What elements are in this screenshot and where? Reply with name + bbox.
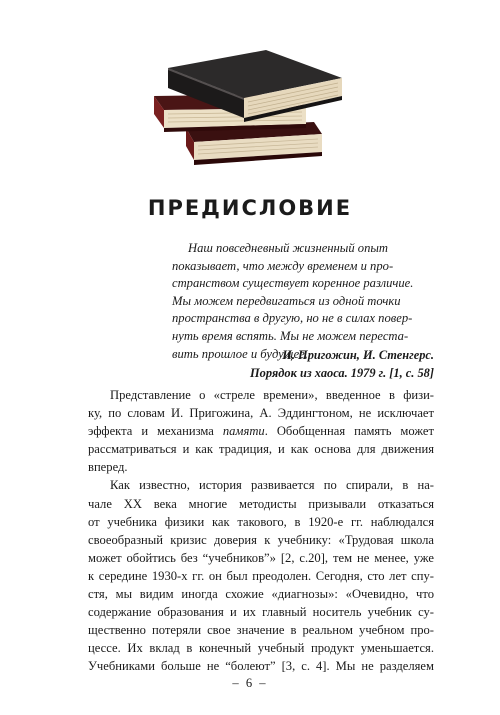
paragraph-line: цессе. Их вклад в конечный учебный продукт уменьшается. [88, 641, 434, 656]
paragraph-line: вперед. [88, 460, 128, 475]
paragraph-line: рассматриваться и как традиция, и как основа для движения [88, 442, 434, 457]
epigraph-line: нуть время вспять. Мы не можем переста- [172, 328, 409, 343]
epigraph-attribution [172, 347, 434, 382]
epigraph-quote [172, 240, 434, 363]
body-text [88, 386, 434, 676]
paragraph-line: щественно потеряли свое значение в реальном учебном про- [88, 623, 434, 638]
paragraph-line: может обойтись без “учебников”» [2, с.20], тем не менее, уже [88, 550, 434, 565]
paragraph-line: чале XX века многие методисты призывали отказаться [88, 496, 434, 511]
paragraph-line: Учебниками больше не “болеют” [3, с. 4]. Мы не разделяем [88, 659, 434, 674]
epigraph-line: показывает, что между временем и про- [172, 258, 394, 273]
paragraph-line: своеобразный кризис доверия к учебнику: «Трудовая школа [88, 532, 434, 547]
epigraph-line: Мы можем передвигаться из одной точки [172, 293, 401, 308]
page-number: – 6 – [232, 676, 268, 690]
paragraph-line: Как известно, история развивается по спирали, в на- [110, 478, 434, 493]
epigraph-line: пространства в другую, но не в силах повер- [172, 311, 413, 326]
book-stack-icon [146, 38, 346, 178]
epigraph-authors: И. Пригожин, И. Стенгерс. [282, 348, 434, 362]
text-run: эффекта и механизма [88, 424, 223, 439]
emphasis-memory: памяти [222, 424, 265, 439]
books-illustration [146, 38, 346, 178]
paragraph-line: стя, мы видим иногда схожие «диагнозы»: «Очевидно, что [88, 587, 434, 602]
page-title: ПРЕДИСЛОВИЕ [147, 196, 353, 220]
epigraph-source: Порядок из хаоса. 1979 г. [1, с. 58] [250, 365, 434, 380]
paragraph-line: от учебника физики как такового, в 1920-е гг. наблюдался [88, 514, 434, 529]
text-run: . Обобщенная память может [264, 424, 434, 439]
epigraph-line: странством существует коренное различие. [172, 276, 414, 291]
paragraph-line [88, 422, 434, 440]
paragraph-line: Представление о «стреле времени», введенное в физи- [110, 388, 434, 402]
epigraph-line: Наш повседневный жизненный опыт [188, 241, 388, 255]
paragraph-line: содержание образования и их главный носитель учебник су- [88, 605, 434, 620]
epigraph-line: вить прошлое и будущее. [172, 346, 308, 361]
paragraph-line: к середине 1930-х гг. он был преодолен. Сегодня, сто лет спу- [88, 568, 434, 583]
paragraph-line: ку, по словам И. Пригожина, А. Эддингтоном, не исключает [88, 406, 434, 421]
